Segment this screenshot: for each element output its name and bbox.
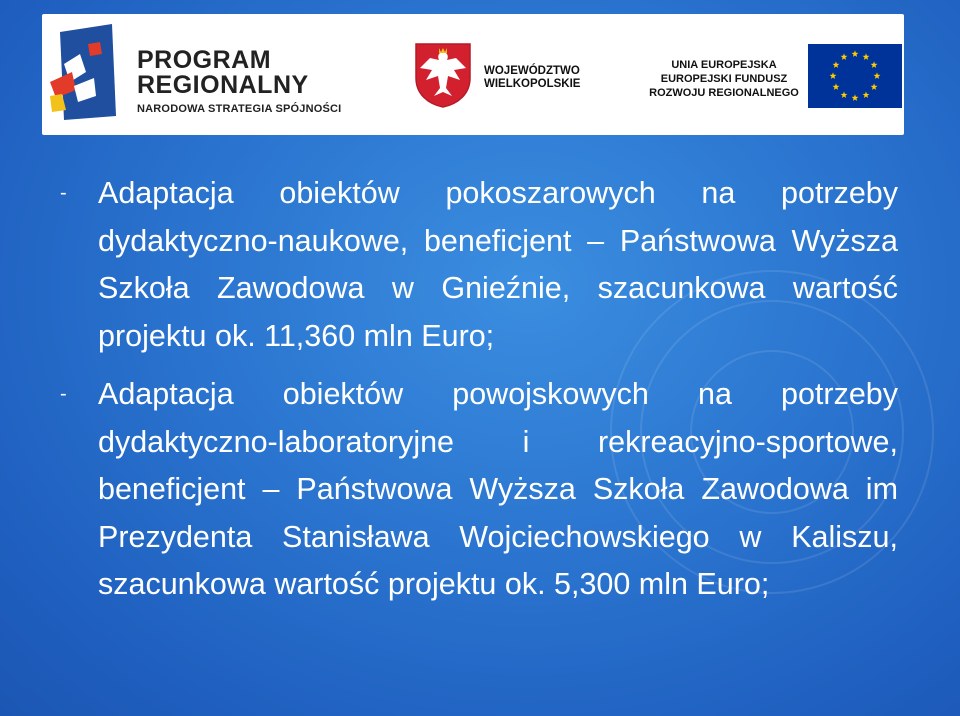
eu-logo-text xyxy=(640,58,808,100)
program-regionalny-logo xyxy=(137,48,341,115)
eagle-crest-icon xyxy=(414,42,472,108)
bullet-dash: - xyxy=(60,182,67,204)
bullet-text: Adaptacja obiektów powojskowych na potrzeby dydaktyczno-laboratoryjne i rekreacyjno-sportowe, beneficjent – Państwowa Wyższa Szkoła Zawodowa im Prezydenta Stanisława Wojciechowskiego w Kaliszu, szacunkowa wartość projektu ok. 5,300 mln Euro; xyxy=(98,377,898,601)
program-logo-tagline: NARODOWA STRATEGIA SPÓJNOŚCI xyxy=(137,103,342,115)
program-regionalny-emblem-icon xyxy=(50,24,122,120)
program-logo-line: REGIONALNY xyxy=(137,71,309,99)
region-logo-line: WIELKOPOLSKIE xyxy=(484,78,581,90)
eu-logo-line: UNIA EUROPEJSKA xyxy=(671,59,777,71)
bullet-item xyxy=(60,170,898,360)
region-logo-text xyxy=(484,65,580,91)
bullet-dash: - xyxy=(60,383,67,405)
program-logo-line: PROGRAM xyxy=(137,46,272,74)
eu-logo-line: EUROPEJSKI FUNDUSZ xyxy=(660,73,788,85)
slide-body xyxy=(60,170,898,609)
region-logo-line: WOJEWÓDZTWO xyxy=(484,65,580,77)
logo-banner xyxy=(42,14,904,135)
bullet-text: Adaptacja obiektów pokoszarowych na potrzeby dydaktyczno-naukowe, beneficjent – Państwowa Wyższa Szkoła Zawodowa w Gnieźnie, szacunkowa wartość projektu ok. 11,360 mln Euro; xyxy=(98,176,898,353)
eu-logo-line: ROZWOJU REGIONALNEGO xyxy=(649,87,799,99)
eu-flag-icon xyxy=(808,44,902,108)
bullet-item xyxy=(60,371,898,609)
